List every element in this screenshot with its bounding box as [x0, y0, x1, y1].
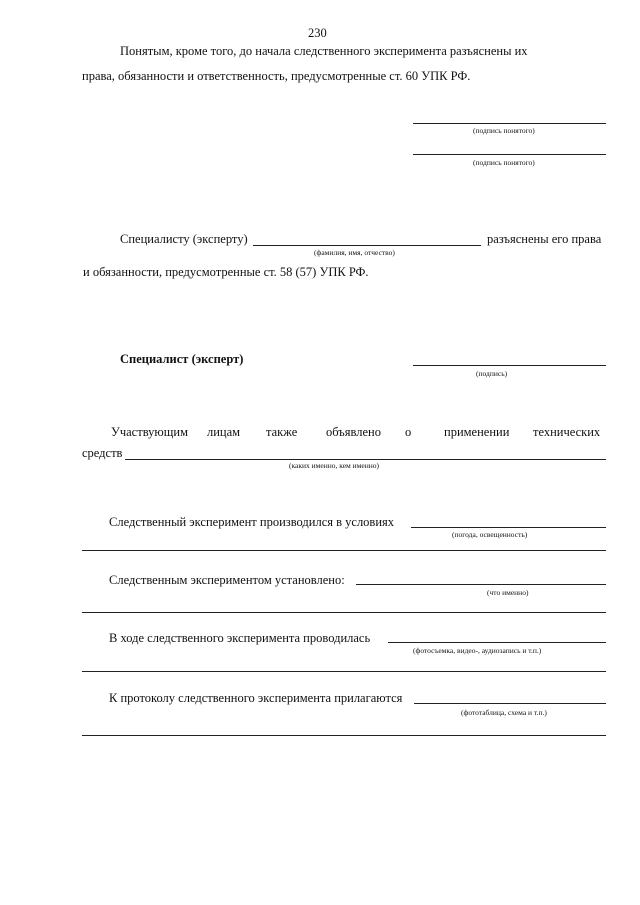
witness-signature-caption-2: (подпись понятого) [473, 158, 535, 167]
specialist-name-caption: (фамилия, имя, отчество) [314, 248, 395, 257]
technical-means-prefix: средств [82, 446, 123, 460]
conditions-caption: (погода, освещенность) [452, 530, 528, 539]
technical-means-word: Участвующим [111, 425, 188, 439]
established-caption: (что именно) [487, 588, 529, 597]
technical-means-word: объявлено [326, 425, 381, 439]
attachments-caption: (фототаблица, схема и т.п.) [461, 708, 547, 717]
conducted-line[interactable] [388, 642, 606, 643]
witnesses-text-line-2: права, обязанности и ответственность, предусмотренные ст. 60 УПК РФ. [82, 69, 471, 83]
conditions-label: Следственный эксперимент производился в условиях [109, 515, 395, 529]
conditions-line-2[interactable] [82, 550, 606, 551]
witness-signature-caption-1: (подпись понятого) [473, 126, 535, 135]
conducted-line-2[interactable] [82, 671, 606, 672]
established-line[interactable] [356, 584, 606, 585]
specialist-notice-prefix: Специалисту (эксперту) [120, 232, 248, 246]
conducted-label: В ходе следственного эксперимента проводилась [109, 631, 371, 645]
specialist-signature-caption: (подпись) [476, 369, 508, 378]
technical-means-caption: (каких именно, кем именно) [289, 461, 380, 470]
technical-means-word: о [405, 425, 412, 439]
technical-means-word: лицам [207, 425, 241, 439]
witness-signature-line-1[interactable] [413, 123, 606, 124]
specialist-notice-suffix: разъяснены его права [487, 232, 602, 246]
specialist-name-line[interactable] [253, 245, 481, 246]
specialist-signature-line[interactable] [413, 365, 606, 366]
technical-means-word: также [266, 425, 298, 439]
established-line-2[interactable] [82, 612, 606, 613]
conditions-line[interactable] [411, 527, 606, 528]
conducted-caption: (фотосъемка, видео-, аудиозапись и т.п.) [413, 646, 542, 655]
technical-means-word: технических [533, 425, 601, 439]
witness-signature-line-2[interactable] [413, 154, 606, 155]
attachments-label: К протоколу следственного эксперимента прилагаются [109, 691, 403, 705]
technical-means-line[interactable] [125, 459, 606, 460]
page-number: 230 [308, 26, 327, 40]
specialist-notice-line-2: и обязанности, предусмотренные ст. 58 (57) УПК РФ. [83, 265, 369, 279]
attachments-line[interactable] [414, 703, 606, 704]
attachments-line-2[interactable] [82, 735, 606, 736]
witnesses-text-line-1: Понятым, кроме того, до начала следственного эксперимента разъяснены их [120, 44, 528, 58]
technical-means-word: применении [444, 425, 510, 439]
specialist-signature-label: Специалист (эксперт) [120, 352, 244, 366]
established-label: Следственным экспериментом установлено: [109, 573, 345, 587]
